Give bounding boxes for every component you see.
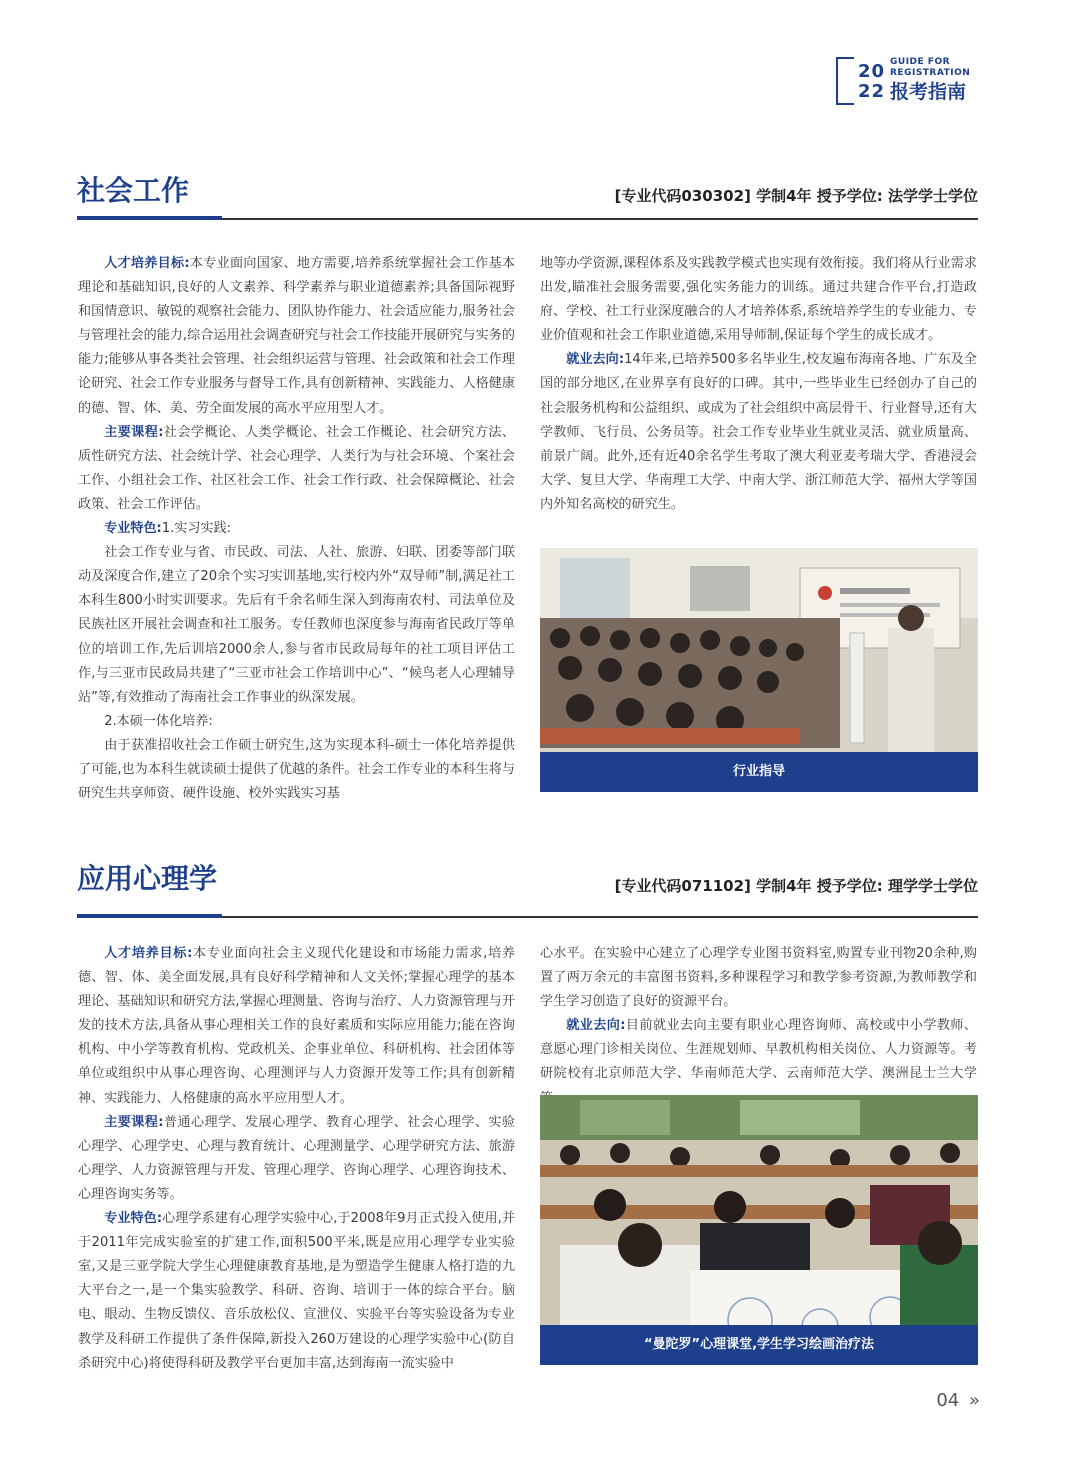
- year-bottom: 22: [858, 81, 886, 102]
- next-page-icon[interactable]: »: [968, 1390, 980, 1411]
- course-text: 普通心理学、发展心理学、教育心理学、社会心理学、实验心理学、心理学史、心理与教育统计、心理测量学、心理学研究方法、旅游心理学、人力资源管理与开发、管理心理学、咨询心理学、心理咨询技术、心理咨询实务等。: [78, 1114, 515, 1202]
- career-text: 目前就业去向主要有职业心理咨询师、高校或中小学教师、意愿心理门诊相关岗位、生涯规划师、早教机构相关岗位、人力资源等。考研院校有北京师范大学、华南师范大学、云南师范大学、澳洲昆士兰大学: [540, 1018, 977, 1082]
- badge-en-title: [890, 57, 970, 79]
- goal-label: 人才培养目标:: [104, 256, 190, 271]
- section2-right-column: [540, 942, 977, 1111]
- section1-continued: 地等办学资源,课程体系及实践教学模式也实现有效衔接。我们将从行业需求出发,瞄准社会服务需要,强化实务能力的训练。通过共建合作平台,打造政府、学校、社工行业深度融合的人才培养体系,系统培养学生的专业能力、专业价值观和社会工作职业道德,采用导师制,保证每个学生的成长成才。: [540, 256, 977, 344]
- section2-title: 应用心理学: [77, 862, 218, 895]
- section2-left-column: [78, 942, 515, 1376]
- badge-en-line2: REGISTRATION: [890, 68, 971, 78]
- section1-career: [540, 348, 977, 517]
- badge-bracket: [836, 57, 854, 105]
- feature-label: 专业特色:: [104, 1211, 163, 1227]
- feature-item1: 1.实习实践:: [161, 521, 232, 537]
- section2-meta: [专业代码071102] 学制4年 授予学位: 理学学士学位: [614, 877, 978, 895]
- section1-goal: [78, 252, 515, 421]
- feature-para2: 由于获准招收社会工作硕士研究生,这为实现本科-硕士一体化培养提供了可能,也为本科生就读硕士提供了优越的条件。社会工作专业的本科生将与研究生共享师资、硬件设施、校外实践实习基: [78, 737, 515, 802]
- classroom-photo: [540, 548, 978, 792]
- feature-para1: 社会工作专业与省、市民政、司法、人社、旅游、妇联、团委等部门联动及深度合作,建立了20余个实习实训基地,实行校内外“双导师”制,满足社工本科生800小时实训要求。先后有千余名师生深入到海南农村、司法单位及民族社区开展社会调查和社工服务。专任教师也深度参与海南省民政厅等单位的培训工作,先后训培2000余人,参与省市民政局每年的社工项目评估工作,与三亚市民政局共建了“三亚市社会工作培训中心”、“候鸟老人心理辅导站”等,有效推动了海南社会工作事业的纵深发展。: [78, 545, 515, 705]
- section2-goal: [78, 942, 515, 1111]
- course-text: 社会学概论、人类学概论、社会工作概论、社会研究方法、质性研究方法、社会统计学、社会心理学、人类行为与社会环境、个案社会工作、小组社会工作、社区社会工作、社会工作行政、社会保障概论、社会政策、社会工作评估。: [78, 424, 515, 512]
- goal-label: 人才培养目标:: [104, 946, 193, 961]
- photo-caption: “曼陀罗”心理课堂,学生学习绘画治疗法: [540, 1325, 978, 1365]
- page-number: [936, 1390, 980, 1411]
- photo-caption: 行业指导: [540, 752, 978, 792]
- goal-text: 本专业面向国家、地方需要,培养系统掌握社会工作基本理论和基础知识,良好的人文素养、科学素养与职业道德素养;具备国际视野和国情意识、敏锐的观察社会能力、团队协作能力、社会适应能力,服务社会与管理社会的能力,综合运用社会调查研究与社会工作技能开展研究与实务的能力;能够从事各类社会管理、社会组织运营与管理、社会政策和社会工作理论研究、社会工作专业服务与督导工作,具有创新精神、实践能力、人格健康的德、智、体、美、劳全面发展的高水平应用型人才。: [78, 256, 515, 416]
- section2-courses: [78, 1111, 515, 1207]
- section2-continued: 心水平。在实验中心建立了心理学专业图书资料室,购置专业刊物20余种,购置了两万余元的丰富图书资料,多种课程学习和教学参考资源,为教师教学和学生学习创造了良好的资源平台。: [540, 946, 977, 1010]
- career-label: 就业去向:: [566, 1018, 626, 1034]
- career-label: 就业去向:: [566, 352, 625, 368]
- section1-right-column: [540, 252, 977, 517]
- course-label: 主要课程:: [104, 1114, 164, 1130]
- goal-text: 本专业面向社会主义现代化建设和市场能力需求,培养德、智、体、美全面发展,具有良好科学精神和人文关怀;掌握心理学的基本理论、基础知识和研究方法,掌握心理测量、咨询与治疗、人力资源管理与开发的技术方法,具备从事心理相关工作的良好素质和实际应用能力;能在咨询机构、中小学等教育机构、党政机关、企事业单位、科研机构、社会团体等单位或组织中从事心理咨询、心理测评与人力资源开发等工作;具有创新精神、实践能力、人格健康的高水平应用型人才。: [78, 946, 515, 1106]
- section1-title: 社会工作: [77, 174, 190, 207]
- section1-rule-accent: [77, 216, 222, 220]
- section1-meta: [专业代码030302] 学制4年 授予学位: 法学学士学位: [614, 187, 978, 205]
- section1-feature-head: [78, 517, 515, 541]
- feature-label: 专业特色:: [104, 521, 162, 537]
- badge-zh-title: 报考指南: [890, 81, 967, 103]
- course-label: 主要课程:: [104, 424, 164, 440]
- guide-badge: [836, 55, 986, 105]
- section1-courses: [78, 421, 515, 517]
- career-text: 14年来,已培养500多名毕业生,校友遍布海南各地、广东及全国的部分地区,在业界享有良好的口碑。其中,一些毕业生已经创办了自己的社会服务机构和公益组织、或成为了社会组织中高层骨干、行业督导,还有大学教师、飞行员、公务员等。社会工作专业毕业生就业灵活、就业质量高、前景广阔。此外,还有近40余名学生考取了澳大利亚麦考瑞大学、香港浸会大学、复旦大学、华南理工大学、中南大学、浙江师范大学、福州大学等国内外知名高校的研究生。: [540, 352, 977, 512]
- section2-rule-accent: [77, 914, 222, 918]
- section1-left-column: [78, 252, 515, 806]
- psychology-class-photo: [540, 1095, 978, 1365]
- year-top: 20: [858, 61, 886, 82]
- feature-text: 心理学系建有心理学实验中心,于2008年9月正式投入使用,并于2011年完成实验室的扩建工作,面积500平米,既是应用心理学专业实验室,又是三亚学院大学生心理健康教育基地,是为塑造学生健康人格打造的九大平台之一,是一个集实验教学、科研、咨询、培训于一体的综合平台。脑电、眼动、生物反馈仪、音乐放松仪、宣泄仪、实验平台等实验设备为专业教学及科研工作提供了条件保障,新投入260万建设的心理学实验中心(防自杀研究中心)将使得科研及教学平台更加丰富,达到海南一流实验中: [78, 1211, 515, 1371]
- feature-item2: 2.本硕一体化培养:: [104, 713, 213, 729]
- badge-en-line1: GUIDE FOR: [890, 57, 951, 67]
- section2-feature: [78, 1207, 515, 1376]
- page-number-text: 04: [936, 1390, 960, 1411]
